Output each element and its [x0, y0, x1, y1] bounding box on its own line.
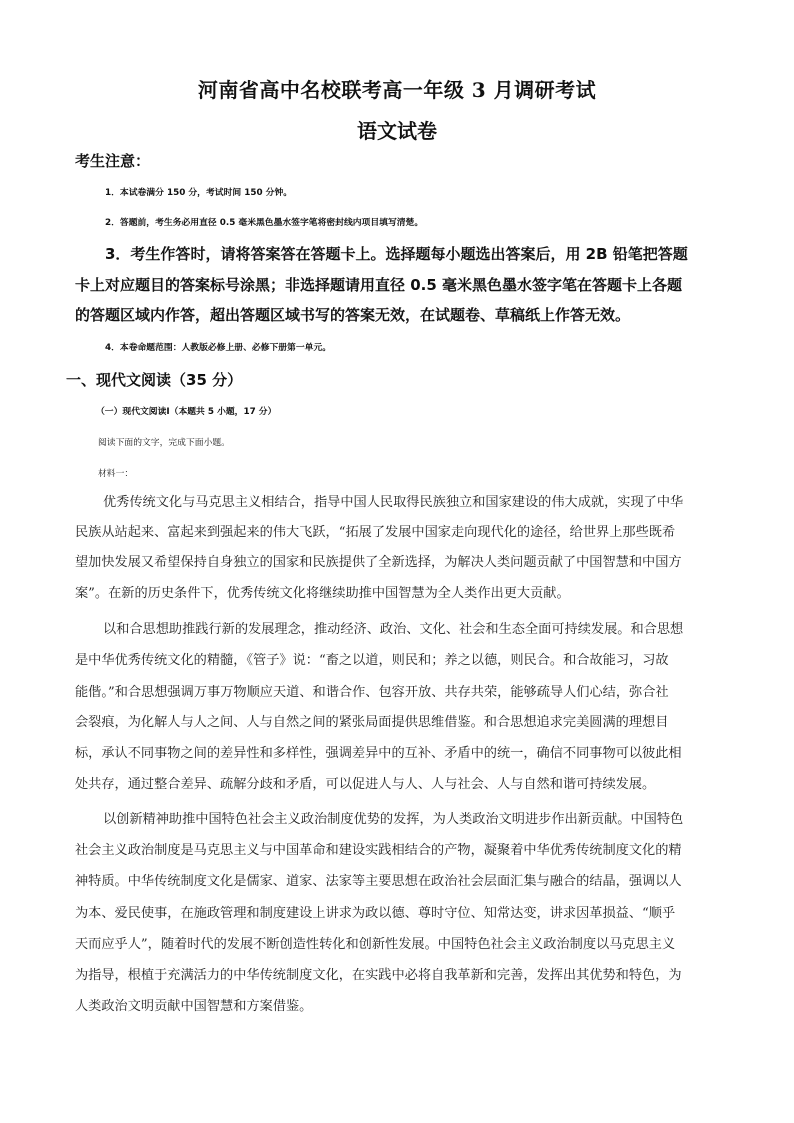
paragraph-line: 是中华优秀传统文化的精髓，《管子》说：“畜之以道，则民和；养之以德，则民合。和合故能习，习故: [75, 653, 669, 668]
notice-item: 卡上对应题目的答案标号涂黑；非选择题请用直径 0.5 毫米黑色墨水签字笔在答题卡上各题: [75, 276, 683, 294]
paragraph-line: 能偕。”和合思想强调万事万物顺应天道、和谐合作、包容开放、共存共荣，能够疏导人们心结，弥合社: [75, 685, 669, 700]
paragraph-line: 标，承认不同事物之间的差异性和多样性，强调差异中的互补、矛盾中的统一，确信不同事物可以彼此相: [75, 746, 682, 761]
notice-item: 4．本卷命题范围：人教版必修上册、必修下册第一单元。: [105, 343, 332, 353]
paragraph-line: 人类政治文明贡献中国智慧和方案借鉴。: [75, 999, 313, 1014]
paragraph-line: 优秀传统文化与马克思主义相结合，指导中国人民取得民族独立和国家建设的伟大成就，实现了中华: [103, 495, 684, 510]
paragraph-line: 以创新精神助推中国特色社会主义政治制度优势的发挥，为人类政治文明进步作出新贡献。中国特色: [103, 812, 684, 827]
paragraph-line: 民族从站起来、富起来到强起来的伟大飞跃，“拓展了发展中国家走向现代化的途径，给世界上那些既希: [75, 525, 676, 540]
section-heading: 一、现代文阅读（35 分）: [66, 371, 243, 389]
paragraph-line: 以和合思想助推践行新的发展理念，推动经济、政治、文化、社会和生态全面可持续发展。和合思想: [103, 622, 684, 637]
notice-heading: 考生注意：: [75, 152, 151, 170]
exam-subtitle: 语文试卷: [357, 119, 437, 143]
paragraph-line: 会裂痕，为化解人与人之间、人与自然之间的紧张局面提供思维借鉴。和合思想追求完美圆满的理想目: [75, 715, 669, 730]
notice-item: 2．答题前，考生务必用直径 0.5 毫米黑色墨水签字笔将密封线内项目填写清楚。: [105, 218, 424, 228]
paragraph-line: 处共存，通过整合差异、疏解分歧和矛盾，可以促进人与人、人与社会、人与自然和谐可持续发展。: [75, 777, 656, 792]
paragraph-line: 为指导，根植于充满活力的中华传统制度文化，在实践中必将自我革新和完善，发挥出其优势和特色，为: [75, 968, 682, 983]
paragraph-line: 天而应乎人”，随着时代的发展不断创造性转化和创新性发展。中国特色社会主义政治制度以马克思主义: [75, 937, 676, 952]
paragraph-line: 社会主义政治制度是马克思主义与中国革命和建设实践相结合的产物，凝聚着中华优秀传统制度文化的精: [75, 843, 682, 858]
notice-item: 3．考生作答时，请将答案答在答题卡上。选择题每小题选出答案后，用 2B 铅笔把答题: [105, 245, 688, 263]
exam-title: 河南省高中名校联考高一年级 3 月调研考试: [197, 78, 597, 102]
material-label: 材料一：: [98, 469, 134, 479]
paragraph-line: 望加快发展又希望保持自身独立的国家和民族提供了全新选择，为解决人类问题贡献了中国智慧和中国方: [75, 555, 682, 570]
notice-item: 1．本试卷满分 150 分，考试时间 150 分钟。: [105, 188, 293, 198]
notice-item: 的答题区域内作答，超出答题区域书写的答案无效，在试题卷、草稿纸上作答无效。: [75, 306, 631, 324]
section-subheading: （一）现代文阅读Ⅰ（本题共 5 小题，17 分）: [96, 407, 277, 417]
reading-instruction: 阅读下面的文字，完成下面小题。: [98, 438, 230, 448]
paragraph-line: 神特质。中华传统制度文化是儒家、道家、法家等主要思想在政治社会层面汇集与融合的结晶，强调以人: [75, 874, 682, 889]
paragraph-line: 为本、爱民使事，在施政管理和制度建设上讲求为政以德、尊时守位、知常达变，讲求因革损益、“顺乎: [75, 906, 676, 921]
paragraph-line: 案”。在新的历史条件下，优秀传统文化将继续助推中国智慧为全人类作出更大贡献。: [75, 586, 570, 601]
